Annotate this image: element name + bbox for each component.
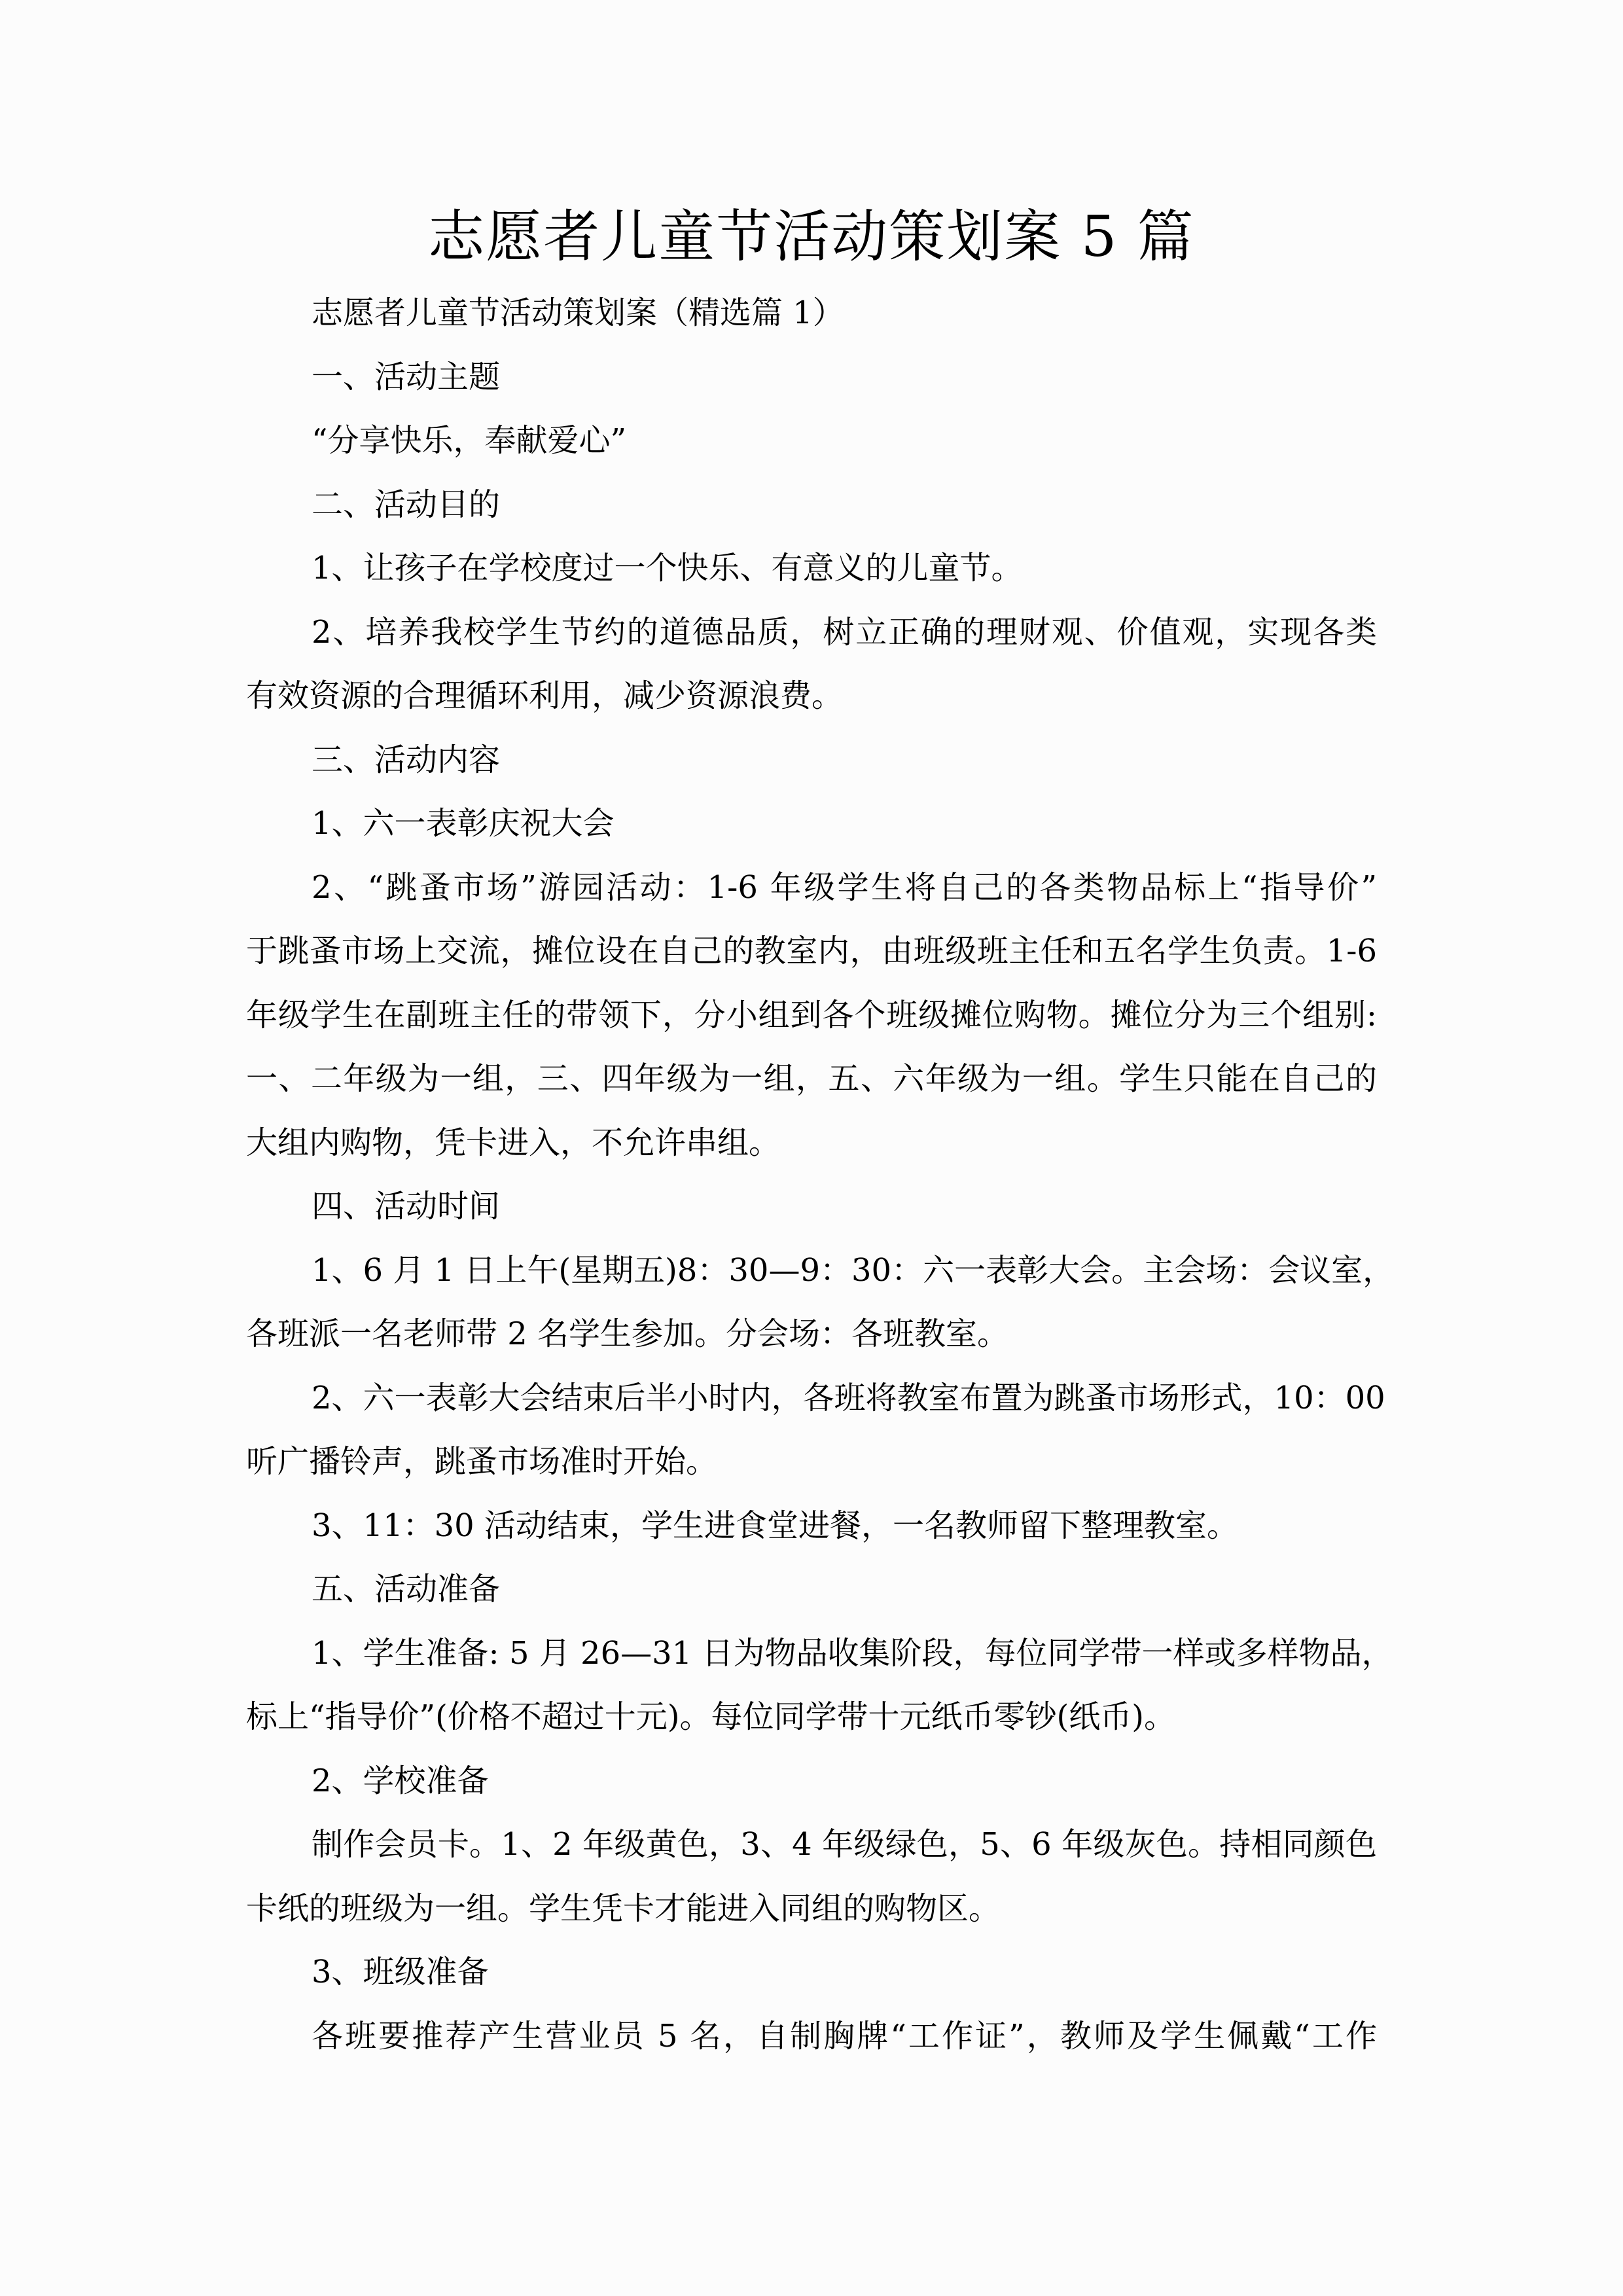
section-subtitle: 志愿者儿童节活动策划案（精选篇 1） <box>312 295 844 331</box>
paragraph-line: 2、六一表彰大会结束后半小时内，各班将教室布置为跳蚤市场形式，10：00 <box>312 1379 1385 1416</box>
paragraph-line: 听广播铃声，跳蚤市场准时开始。 <box>246 1443 718 1480</box>
paragraph-line: 一、二年级为一组，三、四年级为一组，五、六年级为一组。学生只能在自己的 <box>246 1060 1377 1097</box>
paragraph-line: 2、培养我校学生节约的道德品质，树立正确的理财观、价值观，实现各类 <box>312 613 1377 651</box>
paragraph-line: 各班要推荐产生营业员 5 名，自制胸牌“工作证”，教师及学生佩戴“工作 <box>312 2017 1377 2054</box>
paragraph-line: 1、学生准备: 5 月 26—31 日为物品收集阶段，每位同学带一样或多样物品， <box>312 1634 1393 1672</box>
section-heading: 一、活动主题 <box>312 358 501 395</box>
section-heading: 五、活动准备 <box>312 1571 501 1607</box>
paragraph-line: 有效资源的合理循环利用，减少资源浪费。 <box>246 677 844 714</box>
paragraph-line: 于跳蚤市场上交流，摊位设在自己的教室内，由班级班主任和五名学生负责。1-6 <box>246 933 1377 969</box>
section-heading: 二、活动目的 <box>312 486 501 523</box>
paragraph-line: 各班派一名老师带 2 名学生参加。分会场：各班教室。 <box>246 1316 1009 1352</box>
paragraph-line: 1、6 月 1 日上午(星期五)8：30—9：30：六一表彰大会。主会场：会议室， <box>312 1251 1395 1289</box>
subsection-heading: 2、学校准备 <box>312 1762 489 1799</box>
subsection-heading: 3、班级准备 <box>312 1954 489 1990</box>
document-body <box>246 281 1395 2068</box>
paragraph-line: 3、11：30 活动结束，学生进食堂进餐，一名教师留下整理教室。 <box>312 1507 1238 1544</box>
section-heading: 四、活动时间 <box>312 1188 501 1225</box>
paragraph-line: 2、“跳蚤市场”游园活动：1-6 年级学生将自己的各类物品标上“指导价” <box>312 869 1377 906</box>
paragraph-line: 卡纸的班级为一组。学生凭卡才能进入同组的购物区。 <box>246 1890 1001 1927</box>
paragraph-line: 1、让孩子在学校度过一个快乐、有意义的儿童节。 <box>312 550 1023 586</box>
paragraph-line: “分享快乐，奉献爱心” <box>312 422 627 459</box>
paragraph-line: 大组内购物，凭卡进入，不允许串组。 <box>246 1124 781 1161</box>
paragraph-line: 1、六一表彰庆祝大会 <box>312 805 615 842</box>
paragraph-line: 标上“指导价”(价格不超过十元)。每位同学带十元纸币零钞(纸币)。 <box>246 1698 1175 1735</box>
document-title: 志愿者儿童节活动策划案 5 篇 <box>428 204 1195 270</box>
section-heading: 三、活动内容 <box>312 741 501 778</box>
paragraph-line: 年级学生在副班主任的带领下，分小组到各个班级摊位购物。摊位分为三个组别: <box>246 996 1377 1033</box>
paragraph-line: 制作会员卡。1、2 年级黄色，3、4 年级绿色，5、6 年级灰色。持相同颜色 <box>312 1826 1377 1863</box>
